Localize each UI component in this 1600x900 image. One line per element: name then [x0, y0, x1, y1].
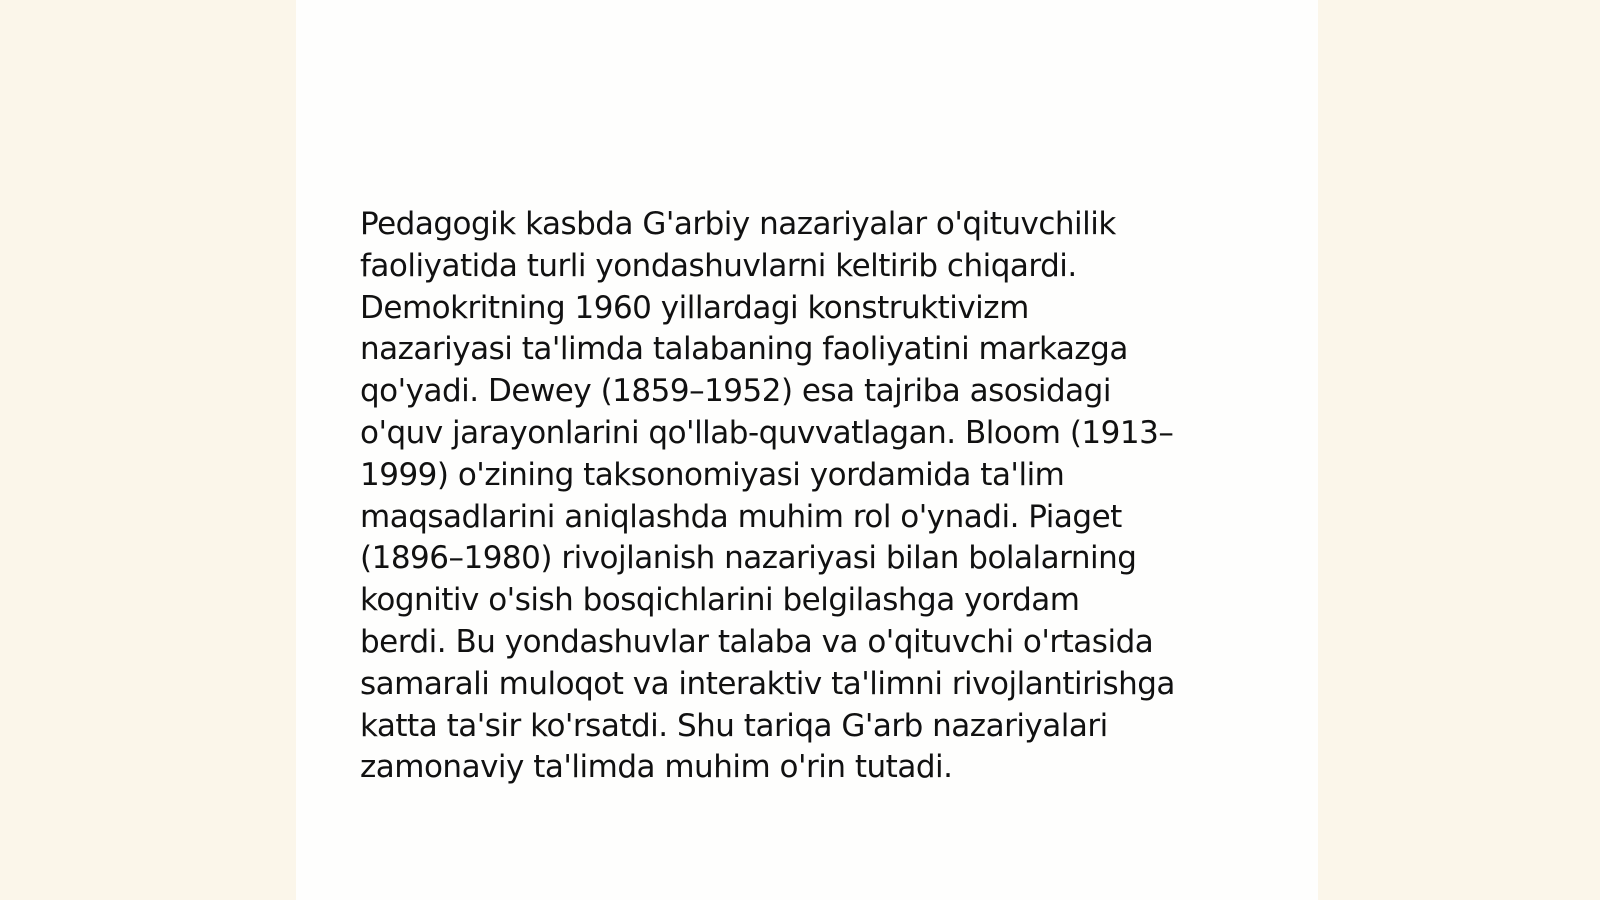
paragraph-line: samarali muloqot va interaktiv ta'limni rivojlantirishga	[360, 665, 1175, 702]
paragraph-line: 1999) o'zining taksonomiyasi yordamida ta'lim	[360, 456, 1065, 493]
paragraph-line: Demokritning 1960 yillardagi konstruktivizm	[360, 289, 1029, 326]
paragraph-line: o'quv jarayonlarini qo'llab-quvvatlagan. Bloom (1913–	[360, 414, 1174, 451]
paragraph-line: kognitiv o'sish bosqichlarini belgilashga yordam	[360, 582, 1080, 619]
paragraph-line: (1896–1980) rivojlanish nazariyasi bilan bolalarning	[360, 540, 1137, 577]
paragraph-line: berdi. Bu yondashuvlar talaba va o'qituvchi o'rtasida	[360, 623, 1154, 660]
paragraph-line: nazariyasi ta'limda talabaning faoliyatini markazga	[360, 331, 1128, 368]
paragraph-line: Pedagogik kasbda G'arbiy nazariyalar o'qituvchilik	[360, 206, 1116, 242]
slide-page	[296, 0, 1318, 900]
paragraph-line: faoliyatida turli yondashuvlarni keltirib chiqardi.	[360, 247, 1077, 284]
paragraph-line: qo'yadi. Dewey (1859–1952) esa tajriba asosidagi	[360, 373, 1111, 410]
paragraph-line: zamonaviy ta'limda muhim o'rin tutadi.	[360, 749, 953, 786]
body-paragraph	[360, 204, 1260, 789]
paragraph-line: katta ta'sir ko'rsatdi. Shu tariqa G'arb nazariyalari	[360, 707, 1108, 744]
paragraph-line: maqsadlarini aniqlashda muhim rol o'ynadi. Piaget	[360, 498, 1122, 535]
